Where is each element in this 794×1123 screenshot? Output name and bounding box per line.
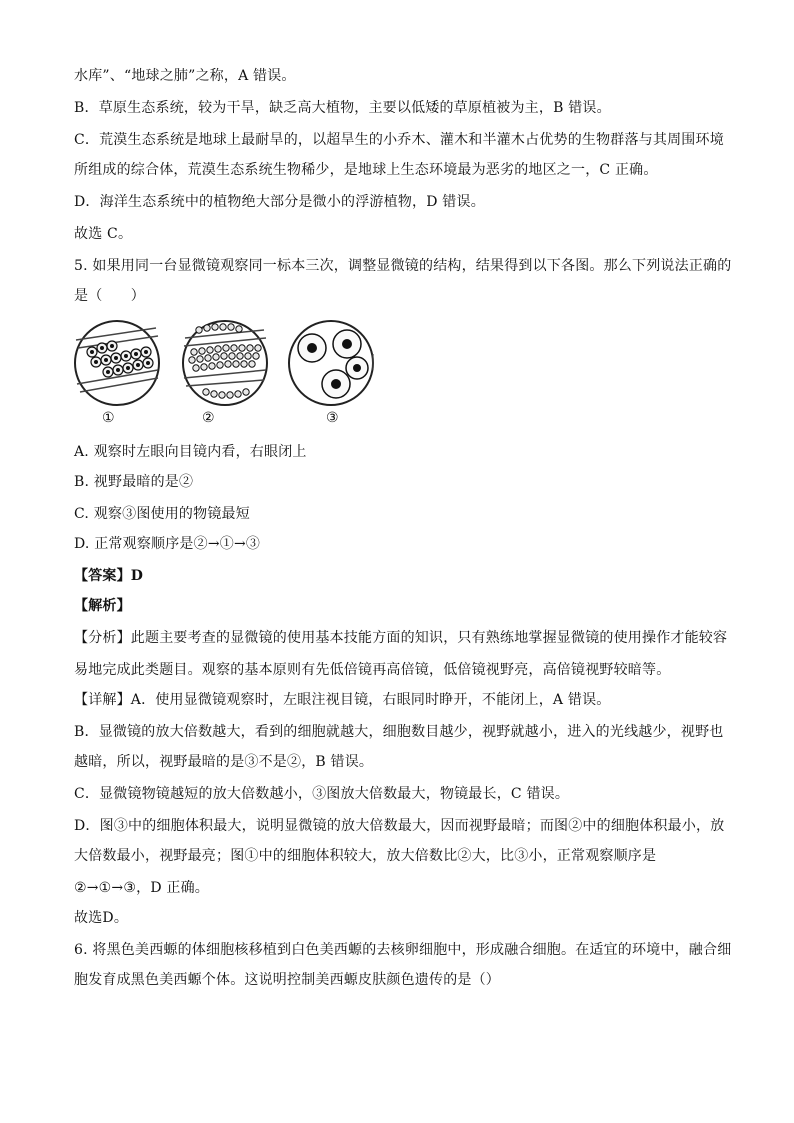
analysis-line: 【分析】此题主要考查的显微镜的使用基本技能方面的知识，只有熟练地掌握显微镜的使用操作才能较容: [74, 630, 728, 646]
analysis-line: 【详解】A．使用显微镜观察时，左眼注视目镜，右眼同时睁开，不能闭上，A 错误。: [74, 692, 611, 708]
option-b: B. 视野最暗的是②: [74, 474, 194, 490]
option-c: C. 观察③图使用的物镜最短: [74, 506, 250, 522]
option-d: D. 正常观察顺序是②→①→③: [74, 536, 261, 552]
analysis-line: 大倍数最小，视野最亮；图①中的细胞体积较大，放大倍数比②大，比③小，正常观察顺序是: [74, 848, 657, 864]
text-line: D．海洋生态系统中的植物绝大部分是微小的浮游植物，D 错误。: [74, 194, 485, 210]
figure-label-1: ①: [102, 410, 115, 426]
answer-label: 【答案】D: [74, 568, 144, 584]
analysis-line: 故选D。: [74, 910, 129, 926]
microscope-views-figure: [74, 318, 384, 430]
view-3-field: [289, 321, 373, 405]
question-5-stem-cont: 是（ ）: [74, 288, 145, 304]
analysis-header: 【解析】: [74, 598, 131, 614]
question-6-stem: 6. 将黑色美西螈的体细胞核移植到白色美西螈的去核卵细胞中，形成融合细胞。在适宜的环境中，融合细: [74, 942, 732, 958]
text-line: 所组成的综合体，荒漠生态系统生物稀少，是地球上生态环境最为恶劣的地区之一，C 正确。: [74, 162, 658, 178]
analysis-line: ②→①→③，D 正确。: [74, 880, 209, 896]
text-line: B．草原生态系统，较为干旱，缺乏高大植物，主要以低矮的草原植被为主，B 错误。: [74, 100, 611, 116]
option-a: A. 观察时左眼向目镜内看，右眼闭上: [74, 444, 307, 460]
text-line: 故选 C。: [74, 226, 133, 242]
analysis-line: C．显微镜物镜越短的放大倍数越小，③图放大倍数最大，物镜最长，C 错误。: [74, 786, 570, 802]
figure-label-3: ③: [326, 410, 339, 426]
figure-label-2: ②: [202, 410, 215, 426]
question-6-stem-cont: 胞发育成黑色美西螈个体。这说明控制美西螈皮肤颜色遗传的是（）: [74, 972, 500, 988]
analysis-line: 越暗，所以，视野最暗的是③不是②，B 错误。: [74, 754, 374, 770]
text-line: 水库”、“地球之肺”之称，A 错误。: [74, 68, 296, 84]
view-1-field: [75, 321, 159, 405]
view-2-field: [183, 321, 267, 405]
analysis-line: B．显微镜的放大倍数越大，看到的细胞就越大，细胞数目越少，视野就越小，进入的光线越少，视野也: [74, 724, 724, 740]
microscope-views-drawing: [74, 318, 384, 408]
text-line: C．荒漠生态系统是地球上最耐旱的，以超旱生的小乔木、灌木和半灌木占优势的生物群落与其周围环境: [74, 132, 724, 148]
analysis-line: 易地完成此类题目。观察的基本原则有先低倍镜再高倍镜，低倍镜视野亮，高倍镜视野较暗等。: [74, 662, 671, 678]
question-5-stem: 5. 如果用同一台显微镜观察同一标本三次，调整显微镜的结构，结果得到以下各图。那么下列说法正确的: [74, 258, 732, 274]
analysis-line: D．图③中的细胞体积最大，说明显微镜的放大倍数最大，因而视野最暗；而图②中的细胞体积最小，放: [74, 818, 725, 834]
